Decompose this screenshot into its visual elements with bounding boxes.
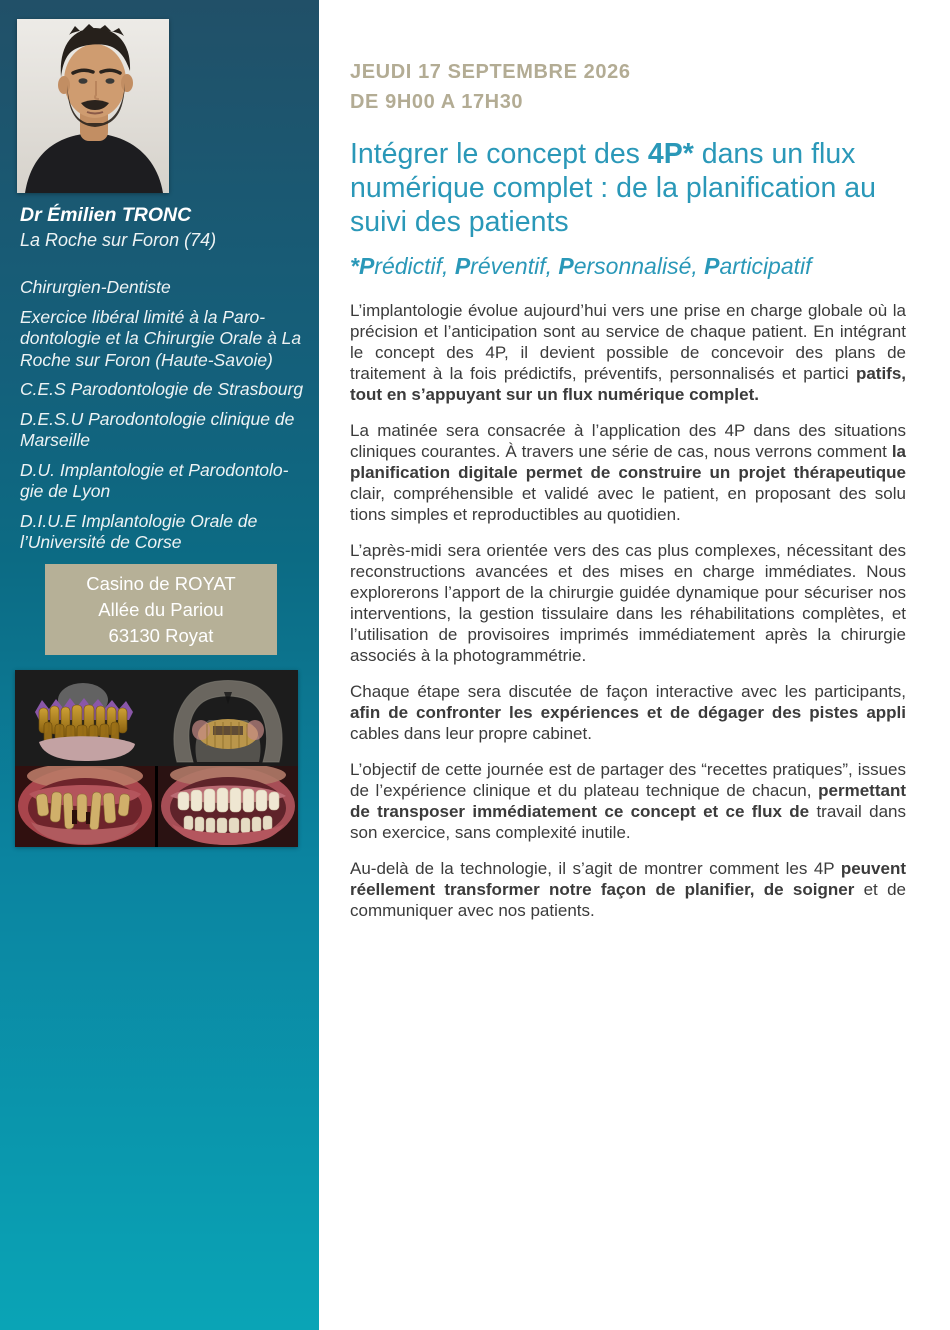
3d-skull-render-image (157, 670, 298, 766)
body-paragraph (350, 759, 906, 843)
text-segment: L’après-midi sera orientée vers des cas plus complexes, nécessitant des reconstructions avancées et des mises en charge immédiates. Nous explorerons l’apport de la chirurgie guidée dynamique pour sécuriser nos interventions, la gestion tissulaire dans les réhabilitations complètes, et l’utilisation de provisoires imprimés immédiatement après la chirurgie associés à la photogrammétrie. (350, 541, 906, 665)
credential-item: D.I.U.E Implantologie Orale de l’Université de Corse (20, 510, 258, 552)
text-segment: cables dans leur propre cabinet. (350, 724, 592, 743)
body-paragraph (350, 858, 906, 921)
text-segment: 4P* (647, 138, 694, 170)
event-description (350, 300, 906, 921)
text-segment: permettant de transposer immédiatement ce concept et ce flux de (350, 781, 906, 821)
text-segment: la planification digitale permet de construire un projet thérapeutique (350, 442, 906, 482)
text-segment: et de communiquer avec nos patients. (350, 880, 906, 920)
text-segment: Chaque étape sera discutée de façon interactive avec les participants, (350, 682, 906, 701)
speaker-name: Dr Émilien TRONC (20, 204, 192, 226)
text-segment: L’objectif de cette journée est de partager des “recettes pratiques”, issues de l’expérience clinique et du plateau technique de chacun, (350, 760, 906, 800)
text-segment: L’implantologie évolue aujourd’hui vers une prise en charge globale où la précision et l’anticipation sont au service de chaque patient. En intégrant le concept des 4P, il devient possible de concevoir des plans de traitement à la fois prédictifs, préventifs, personnalisés et partici (350, 301, 906, 383)
venue-line: Casino de ROYAT (86, 572, 236, 594)
body-paragraph (350, 420, 906, 525)
venue-card (45, 564, 277, 655)
text-segment: *P (350, 253, 375, 279)
text-segment: Au-delà de la technologie, il s’agit de montrer comment les 4P (350, 859, 841, 878)
intraoral-photo-before (15, 766, 155, 847)
body-paragraph (350, 540, 906, 666)
text-segment: Intégrer le concept des (350, 138, 648, 170)
venue-line: 63130 Royat (108, 624, 214, 646)
text-segment: articipatif (719, 253, 812, 279)
credential-item: D.E.S.U Parodontologie clinique de Marseille (20, 408, 295, 450)
portrait-illustration (17, 19, 169, 193)
event-date-line1: JEUDI 17 SEPTEMBRE 2026 (350, 61, 631, 83)
speaker-profession: Chirurgien-Dentiste (20, 277, 171, 297)
photo-row (15, 766, 298, 847)
clinical-images-grid (15, 670, 298, 847)
event-date (350, 57, 906, 117)
credential-item: C.E.S Parodontologie de Strasbourg (20, 379, 304, 399)
venue-line: Allée du Pariou (98, 598, 224, 620)
text-segment: P (454, 253, 471, 279)
speaker-profile (20, 203, 310, 562)
3d-dental-scan-image (15, 670, 157, 766)
speaker-location: La Roche sur Foron (74) (20, 230, 217, 250)
event-subtitle (350, 252, 906, 280)
body-paragraph (350, 300, 906, 405)
text-segment: dans un flux numérique complet : de la planification au suivi des patients (350, 138, 876, 238)
text-segment: patifs, tout en s’appuyant sur un flux numérique complet. (350, 364, 906, 404)
main-content (350, 0, 906, 936)
scan-row (15, 670, 298, 766)
credential-item: Exercice libéral limité à la Paro-dontologie et la Chirurgie Orale à La Roche sur Foron (Haute-Savoie) (20, 306, 302, 370)
text-segment: afin de confronter les expériences et de dégager des pistes appli (350, 703, 906, 722)
event-date-line2: DE 9H00 A 17H30 (350, 91, 524, 113)
intraoral-photo-after (158, 766, 298, 847)
text-segment: travail dans son exercice, sans complexité inutile. (350, 802, 906, 842)
text-segment: peuvent réellement transformer notre façon de planifier, de soigner (350, 859, 906, 899)
credential-item: D.U. Implantologie et Parodontolo-gie de Lyon (20, 459, 289, 501)
text-segment: La matinée sera consacrée à l’application des 4P dans des situations cliniques courantes. À travers une série de cas, nous verrons comment (350, 421, 906, 461)
text-segment: clair, compréhensible et validé avec le patient, en proposant des solu tions simples et reproductibles au quotidien. (350, 484, 906, 524)
text-segment: réventif, (470, 253, 559, 279)
event-title (350, 137, 906, 239)
text-segment: P (558, 253, 574, 279)
speaker-portrait-photo (17, 19, 169, 193)
body-paragraph (350, 681, 906, 744)
credentials-list (20, 307, 310, 554)
text-segment: rédictif, (374, 253, 455, 279)
text-segment: P (704, 253, 720, 279)
sidebar (0, 0, 319, 1330)
text-segment: ersonnalisé, (573, 253, 705, 279)
